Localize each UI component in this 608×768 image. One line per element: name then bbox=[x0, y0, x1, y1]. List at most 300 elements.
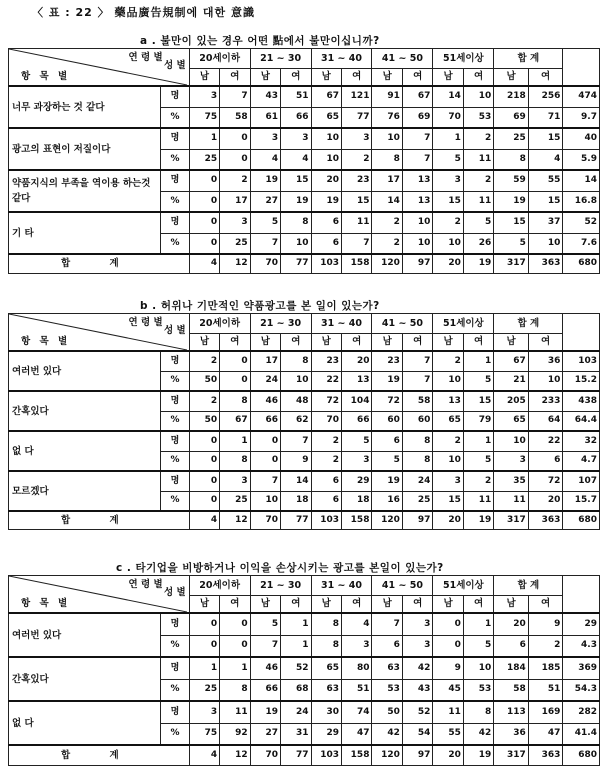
table-cell: 7.6 bbox=[563, 233, 600, 254]
total-cell: 97 bbox=[402, 745, 432, 765]
table-cell: 2 bbox=[311, 431, 341, 451]
table-cell: 58 bbox=[402, 391, 432, 411]
table-cell: 20 bbox=[528, 491, 563, 511]
table-cell: 53 bbox=[463, 107, 493, 128]
total-cell: 12 bbox=[220, 254, 250, 273]
table-cell: 0 bbox=[433, 613, 463, 635]
table-cell: 41.4 bbox=[563, 723, 600, 745]
table-cell: 66 bbox=[342, 411, 372, 431]
unit-count: 명 bbox=[161, 613, 189, 635]
table-cell: 14 bbox=[372, 191, 402, 212]
table-cell: 8 bbox=[281, 212, 311, 233]
total-cell: 120 bbox=[372, 745, 402, 765]
table-cell: 27 bbox=[250, 191, 280, 212]
total-cell: 19 bbox=[463, 511, 493, 529]
question-c: c . 타기업을 비방하거나 이익을 손상시키는 광고를 본일이 있는가? bbox=[116, 562, 444, 574]
table-cell: 51 bbox=[342, 679, 372, 701]
table-cell: 11 bbox=[494, 491, 529, 511]
table-cell: 53 bbox=[463, 679, 493, 701]
table-cell: 10 bbox=[250, 491, 280, 511]
table-cell: 1 bbox=[281, 613, 311, 635]
table-cell: 2 bbox=[189, 391, 219, 411]
total-cell: 158 bbox=[342, 745, 372, 765]
total-cell: 19 bbox=[463, 745, 493, 765]
total-label: 합 계 bbox=[9, 511, 190, 529]
table-cell: 6 bbox=[311, 491, 341, 511]
table-cell: 15.7 bbox=[563, 491, 600, 511]
table-cell: 60 bbox=[402, 411, 432, 431]
table-cell: 16.8 bbox=[563, 191, 600, 212]
table-cell: 11 bbox=[342, 212, 372, 233]
table-cell: 11 bbox=[463, 191, 493, 212]
table-cell: 8 bbox=[220, 391, 250, 411]
table-cell: 20 bbox=[494, 613, 529, 635]
age-group-header: 51세이상 bbox=[433, 49, 494, 69]
unit-count: 명 bbox=[161, 128, 189, 149]
unit-percent: % bbox=[161, 371, 189, 391]
table-cell: 3 bbox=[189, 701, 219, 723]
table-cell: 107 bbox=[563, 471, 600, 491]
table-cell: 1 bbox=[463, 613, 493, 635]
table-cell: 20 bbox=[342, 351, 372, 371]
age-group-header: 20세이하 bbox=[189, 49, 250, 69]
table-cell: 3 bbox=[402, 635, 432, 657]
table-cell: 46 bbox=[250, 391, 280, 411]
table-cell: 0 bbox=[250, 431, 280, 451]
table-cell: 8 bbox=[311, 635, 341, 657]
gender-header: 남 bbox=[372, 68, 402, 86]
table-cell: 76 bbox=[372, 107, 402, 128]
table-cell: 45 bbox=[433, 679, 463, 701]
table-cell: 9 bbox=[528, 613, 563, 635]
table-cell: 0 bbox=[189, 635, 219, 657]
table-cell: 10 bbox=[311, 149, 341, 170]
question-b: b . 허위나 기만적인 약품광고를 본 일이 있는가? bbox=[140, 300, 380, 312]
table-row bbox=[9, 391, 600, 411]
table-cell: 31 bbox=[281, 723, 311, 745]
table-cell: 16 bbox=[372, 491, 402, 511]
table-cell: 17 bbox=[372, 170, 402, 191]
table-cell: 11 bbox=[220, 701, 250, 723]
table-cell: 13 bbox=[433, 391, 463, 411]
gender-header: 남 bbox=[433, 333, 463, 351]
table-cell: 63 bbox=[311, 679, 341, 701]
table-cell: 7 bbox=[372, 613, 402, 635]
table-cell: 3 bbox=[220, 212, 250, 233]
table-cell: 3 bbox=[342, 128, 372, 149]
total-cell: 70 bbox=[250, 745, 280, 765]
table-cell: 2 bbox=[189, 351, 219, 371]
table-cell: 3 bbox=[433, 170, 463, 191]
total-cell: 158 bbox=[342, 511, 372, 529]
unit-percent: % bbox=[161, 191, 189, 212]
table-cell: 15 bbox=[433, 191, 463, 212]
table-cell: 15 bbox=[342, 191, 372, 212]
total-cell: 158 bbox=[342, 254, 372, 273]
table-cell: 54 bbox=[402, 723, 432, 745]
unit-count: 명 bbox=[161, 471, 189, 491]
table-cell: 10 bbox=[433, 371, 463, 391]
table-cell: 8 bbox=[220, 451, 250, 471]
age-group-header: 합 계 bbox=[494, 49, 563, 69]
total-cell: 77 bbox=[281, 254, 311, 273]
table-cell: 0 bbox=[220, 635, 250, 657]
table-cell: 2 bbox=[463, 471, 493, 491]
table-cell: 6 bbox=[528, 451, 563, 471]
table-cell: 68 bbox=[281, 679, 311, 701]
age-group-header: 21 ~ 30 bbox=[250, 314, 311, 334]
table-cell: 2 bbox=[311, 451, 341, 471]
table-cell: 25 bbox=[220, 491, 250, 511]
table-cell: 65 bbox=[494, 411, 529, 431]
table-cell: 8 bbox=[311, 613, 341, 635]
table-cell: 6 bbox=[494, 635, 529, 657]
total-cell: 12 bbox=[220, 511, 250, 529]
table-cell: 2 bbox=[528, 635, 563, 657]
row-label: 간혹있다 bbox=[9, 391, 161, 431]
gender-header: 여 bbox=[281, 68, 311, 86]
total-row bbox=[9, 254, 600, 273]
table-cell: 43 bbox=[402, 679, 432, 701]
table-cell: 22 bbox=[311, 371, 341, 391]
table-cell: 233 bbox=[528, 391, 563, 411]
age-group-header: 51세이상 bbox=[433, 314, 494, 334]
total-cell: 363 bbox=[528, 745, 563, 765]
unit-count: 명 bbox=[161, 86, 189, 107]
age-group-header: 41 ~ 50 bbox=[372, 314, 433, 334]
table-cell: 5 bbox=[250, 212, 280, 233]
table-cell: 25 bbox=[189, 149, 219, 170]
age-axis-label: 연 령 별 bbox=[128, 52, 163, 63]
row-label: 없 다 bbox=[9, 431, 161, 471]
total-cell: 20 bbox=[433, 254, 463, 273]
table-cell: 24 bbox=[402, 471, 432, 491]
row-label: 없 다 bbox=[9, 701, 161, 745]
table-cell: 7 bbox=[342, 233, 372, 254]
table-row bbox=[9, 657, 600, 679]
table-cell: 0 bbox=[189, 170, 219, 191]
table-cell: 4.3 bbox=[563, 635, 600, 657]
row-label: 기 타 bbox=[9, 212, 161, 254]
table-cell: 72 bbox=[372, 391, 402, 411]
table-cell: 67 bbox=[494, 351, 529, 371]
table-cell: 91 bbox=[372, 86, 402, 107]
table-cell: 10 bbox=[281, 371, 311, 391]
table-cell: 9.7 bbox=[563, 107, 600, 128]
total-label: 합 계 bbox=[9, 254, 190, 273]
table-cell: 4 bbox=[342, 613, 372, 635]
header-corner bbox=[9, 576, 190, 614]
gender-header: 여 bbox=[463, 68, 493, 86]
table-cell: 5.9 bbox=[563, 149, 600, 170]
unit-percent: % bbox=[161, 679, 189, 701]
table-cell: 26 bbox=[463, 233, 493, 254]
table-cell: 52 bbox=[281, 657, 311, 679]
table-cell: 2 bbox=[372, 233, 402, 254]
table-cell: 15 bbox=[528, 191, 563, 212]
table-cell: 113 bbox=[494, 701, 529, 723]
table-cell: 19 bbox=[494, 191, 529, 212]
table-cell: 3 bbox=[494, 451, 529, 471]
table-cell: 13 bbox=[402, 170, 432, 191]
table-cell: 67 bbox=[402, 86, 432, 107]
table-cell: 3 bbox=[250, 128, 280, 149]
table-cell: 8 bbox=[372, 149, 402, 170]
table-row bbox=[9, 128, 600, 149]
table-cell: 18 bbox=[342, 491, 372, 511]
table-cell: 10 bbox=[494, 431, 529, 451]
table-cell: 61 bbox=[250, 107, 280, 128]
table-cell: 7 bbox=[250, 471, 280, 491]
table-c bbox=[8, 575, 600, 766]
table-cell: 10 bbox=[433, 233, 463, 254]
table-cell: 15 bbox=[528, 128, 563, 149]
table-cell: 70 bbox=[433, 107, 463, 128]
table-cell: 92 bbox=[220, 723, 250, 745]
table-cell: 0 bbox=[189, 471, 219, 491]
table-cell: 8 bbox=[463, 701, 493, 723]
table-cell: 2 bbox=[433, 212, 463, 233]
unit-count: 명 bbox=[161, 212, 189, 233]
age-group-header: 21 ~ 30 bbox=[250, 49, 311, 69]
gender-header: 여 bbox=[402, 333, 432, 351]
table-cell: 48 bbox=[281, 391, 311, 411]
total-cell: 317 bbox=[494, 745, 529, 765]
gender-header: 여 bbox=[402, 68, 432, 86]
table-cell: 13 bbox=[342, 371, 372, 391]
total-cell: 77 bbox=[281, 745, 311, 765]
table-row bbox=[9, 431, 600, 451]
gender-header: 남 bbox=[372, 333, 402, 351]
total-cell: 680 bbox=[563, 254, 600, 273]
table-cell: 55 bbox=[528, 170, 563, 191]
table-cell: 185 bbox=[528, 657, 563, 679]
table-cell: 43 bbox=[250, 86, 280, 107]
gender-header: 남 bbox=[250, 68, 280, 86]
table-row bbox=[9, 212, 600, 233]
table-cell: 19 bbox=[250, 170, 280, 191]
table-cell: 3 bbox=[342, 635, 372, 657]
age-group-header: 31 ~ 40 bbox=[311, 49, 372, 69]
table-cell: 71 bbox=[528, 107, 563, 128]
gender-axis-label: 성 별 bbox=[164, 325, 186, 336]
question-a: a . 불만이 있는 경우 어떤 點에서 불만이십니까? bbox=[140, 35, 380, 47]
total-cell: 97 bbox=[402, 254, 432, 273]
total-cell: 120 bbox=[372, 511, 402, 529]
table-cell: 14 bbox=[433, 86, 463, 107]
table-cell: 15 bbox=[494, 212, 529, 233]
table-cell: 58 bbox=[220, 107, 250, 128]
table-cell: 2 bbox=[342, 149, 372, 170]
row-label: 간혹있다 bbox=[9, 657, 161, 701]
table-cell: 24 bbox=[250, 371, 280, 391]
total-label: 합 계 bbox=[9, 745, 190, 765]
total-cell: 19 bbox=[463, 254, 493, 273]
gender-header: 여 bbox=[220, 333, 250, 351]
table-cell: 67 bbox=[311, 86, 341, 107]
table-cell: 0 bbox=[220, 149, 250, 170]
gender-header: 여 bbox=[402, 595, 432, 613]
table-cell: 47 bbox=[528, 723, 563, 745]
table-cell: 1 bbox=[189, 657, 219, 679]
table-cell: 42 bbox=[463, 723, 493, 745]
gender-axis-label: 성 별 bbox=[164, 60, 186, 71]
table-cell: 5 bbox=[433, 149, 463, 170]
table-cell: 67 bbox=[220, 411, 250, 431]
table-cell: 58 bbox=[494, 679, 529, 701]
total-cell: 4 bbox=[189, 254, 219, 273]
grand-total-header bbox=[563, 314, 600, 352]
table-cell: 80 bbox=[342, 657, 372, 679]
table-cell: 8 bbox=[494, 149, 529, 170]
table-cell: 23 bbox=[342, 170, 372, 191]
table-cell: 7 bbox=[402, 128, 432, 149]
total-cell: 20 bbox=[433, 511, 463, 529]
table-cell: 51 bbox=[281, 86, 311, 107]
table-cell: 5 bbox=[342, 431, 372, 451]
table-cell: 0 bbox=[433, 635, 463, 657]
table-cell: 7 bbox=[250, 635, 280, 657]
table-cell: 10 bbox=[528, 233, 563, 254]
gender-header: 남 bbox=[494, 68, 529, 86]
total-cell: 97 bbox=[402, 511, 432, 529]
table-cell: 1 bbox=[189, 128, 219, 149]
header-row-age bbox=[9, 576, 600, 596]
table-cell: 8 bbox=[220, 679, 250, 701]
table-cell: 32 bbox=[563, 431, 600, 451]
table-cell: 5 bbox=[463, 212, 493, 233]
table-cell: 52 bbox=[402, 701, 432, 723]
table-cell: 184 bbox=[494, 657, 529, 679]
gender-header: 남 bbox=[494, 595, 529, 613]
table-a bbox=[8, 48, 600, 274]
unit-percent: % bbox=[161, 411, 189, 431]
table-cell: 0 bbox=[189, 451, 219, 471]
table-cell: 50 bbox=[372, 701, 402, 723]
table-cell: 2 bbox=[220, 170, 250, 191]
table-cell: 205 bbox=[494, 391, 529, 411]
age-group-header: 51세이상 bbox=[433, 576, 494, 596]
table-cell: 10 bbox=[281, 233, 311, 254]
table-cell: 10 bbox=[402, 212, 432, 233]
table-cell: 54.3 bbox=[563, 679, 600, 701]
table-cell: 2 bbox=[372, 212, 402, 233]
table-cell: 10 bbox=[463, 657, 493, 679]
total-cell: 12 bbox=[220, 745, 250, 765]
age-group-header: 31 ~ 40 bbox=[311, 314, 372, 334]
table-cell: 62 bbox=[281, 411, 311, 431]
total-cell: 363 bbox=[528, 254, 563, 273]
table-cell: 218 bbox=[494, 86, 529, 107]
table-cell: 3 bbox=[281, 128, 311, 149]
table-cell: 65 bbox=[311, 657, 341, 679]
table-cell: 1 bbox=[463, 431, 493, 451]
unit-percent: % bbox=[161, 233, 189, 254]
row-label: 약품지식의 부족을 역이용 하는것 같다 bbox=[9, 170, 161, 212]
table-cell: 2 bbox=[433, 351, 463, 371]
age-group-header: 20세이하 bbox=[189, 314, 250, 334]
unit-percent: % bbox=[161, 149, 189, 170]
table-cell: 6 bbox=[311, 212, 341, 233]
table-cell: 66 bbox=[250, 411, 280, 431]
row-label: 여러번 있다 bbox=[9, 351, 161, 391]
age-group-header: 21 ~ 30 bbox=[250, 576, 311, 596]
table-cell: 4.7 bbox=[563, 451, 600, 471]
table-cell: 25 bbox=[402, 491, 432, 511]
gender-axis-label: 성 별 bbox=[164, 587, 186, 598]
table-cell: 5 bbox=[463, 371, 493, 391]
gender-header: 여 bbox=[220, 68, 250, 86]
table-title: 〈 표 : 22 〉 藥品廣告規制에 대한 意識 bbox=[32, 6, 256, 19]
total-cell: 363 bbox=[528, 511, 563, 529]
table-cell: 1 bbox=[281, 635, 311, 657]
table-cell: 23 bbox=[311, 351, 341, 371]
table-cell: 6 bbox=[311, 233, 341, 254]
table-cell: 8 bbox=[402, 431, 432, 451]
table-cell: 29 bbox=[311, 723, 341, 745]
item-axis-label: 항 목 별 bbox=[21, 336, 71, 347]
table-cell: 37 bbox=[528, 212, 563, 233]
table-cell: 69 bbox=[494, 107, 529, 128]
table-cell: 103 bbox=[563, 351, 600, 371]
total-cell: 680 bbox=[563, 511, 600, 529]
table-cell: 5 bbox=[494, 233, 529, 254]
table-cell: 29 bbox=[563, 613, 600, 635]
table-cell: 7 bbox=[220, 86, 250, 107]
table-cell: 46 bbox=[250, 657, 280, 679]
table-cell: 3 bbox=[402, 613, 432, 635]
gender-header: 여 bbox=[528, 333, 563, 351]
table-cell: 53 bbox=[372, 679, 402, 701]
table-cell: 369 bbox=[563, 657, 600, 679]
table-cell: 4 bbox=[528, 149, 563, 170]
table-cell: 2 bbox=[463, 128, 493, 149]
table-cell: 25 bbox=[220, 233, 250, 254]
unit-count: 명 bbox=[161, 701, 189, 723]
table-cell: 42 bbox=[372, 723, 402, 745]
unit-percent: % bbox=[161, 723, 189, 745]
table-row bbox=[9, 613, 600, 635]
row-label: 광고의 표현이 저질이다 bbox=[9, 128, 161, 170]
table-cell: 9 bbox=[433, 657, 463, 679]
unit-count: 명 bbox=[161, 657, 189, 679]
table-cell: 282 bbox=[563, 701, 600, 723]
total-cell: 4 bbox=[189, 745, 219, 765]
table-cell: 74 bbox=[342, 701, 372, 723]
table-cell: 0 bbox=[220, 128, 250, 149]
gender-header: 남 bbox=[189, 333, 219, 351]
table-row bbox=[9, 351, 600, 371]
item-axis-label: 항 목 별 bbox=[21, 71, 71, 82]
table-cell: 19 bbox=[281, 191, 311, 212]
table-cell: 11 bbox=[463, 149, 493, 170]
unit-count: 명 bbox=[161, 391, 189, 411]
table-cell: 35 bbox=[494, 471, 529, 491]
item-axis-label: 항 목 별 bbox=[21, 598, 71, 609]
table-cell: 5 bbox=[463, 451, 493, 471]
table-cell: 4 bbox=[250, 149, 280, 170]
table-cell: 7 bbox=[402, 371, 432, 391]
table-cell: 0 bbox=[220, 351, 250, 371]
gender-header: 여 bbox=[342, 68, 372, 86]
table-cell: 75 bbox=[189, 723, 219, 745]
total-cell: 4 bbox=[189, 511, 219, 529]
unit-count: 명 bbox=[161, 351, 189, 371]
table-cell: 8 bbox=[402, 451, 432, 471]
table-cell: 36 bbox=[528, 351, 563, 371]
header-corner bbox=[9, 314, 190, 352]
table-cell: 72 bbox=[528, 471, 563, 491]
